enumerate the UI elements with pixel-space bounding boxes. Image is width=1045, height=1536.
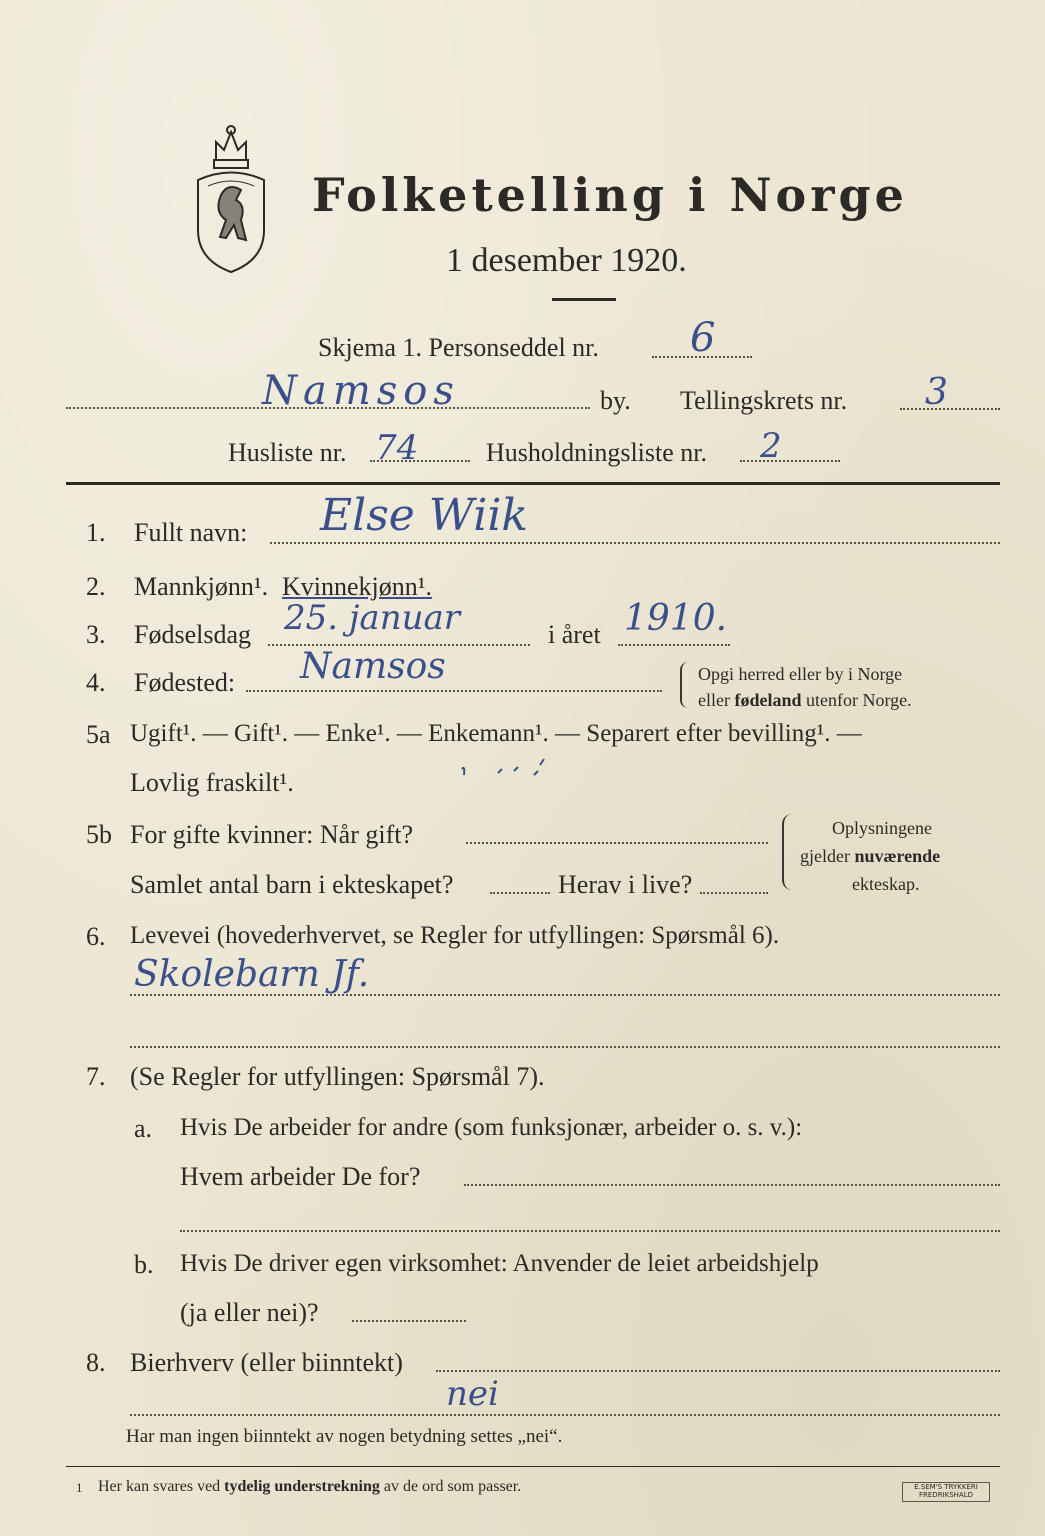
q7b-letter: b.	[134, 1250, 154, 1279]
q5a-options-line2: Lovlig fraskilt¹.	[130, 768, 294, 797]
by-name: Namsos	[262, 368, 460, 414]
by-label: by.	[600, 386, 631, 415]
tellingskrets-number: 3	[925, 372, 948, 413]
q5b-when-married-label: For gifte kvinner: Når gift?	[130, 820, 414, 849]
q6-number: 6.	[86, 922, 106, 951]
q3-number: 3.	[86, 620, 106, 649]
header-rule	[66, 482, 1000, 485]
q1-number: 1.	[86, 518, 106, 547]
husholdning-label: Husholdningsliste nr.	[486, 438, 708, 467]
norwegian-coat-of-arms-icon	[186, 120, 276, 275]
q6-occupation: Skolebarn Jf.	[134, 954, 370, 995]
footnote-text: Her kan svares ved tydelig understrekning av de ord som passer.	[98, 1478, 522, 1495]
q4-note-line2: eller fødeland utenfor Norge.	[698, 690, 912, 710]
q8-note: Har man ingen biinntekt av nogen betydning settes „nei“.	[126, 1426, 563, 1447]
q7b-line2: (ja eller nei)?	[180, 1298, 319, 1327]
q1-full-name: Else Wiik	[320, 490, 529, 541]
q7a-line2: Hvem arbeider De for?	[180, 1162, 421, 1191]
q5a-options-line1: Ugift¹. — Gift¹. — Enke¹. — Enkemann¹. — Separert efter bevilling¹. —	[130, 720, 862, 747]
census-date: 1 desember 1920.	[446, 242, 687, 279]
husliste-number: 74	[375, 428, 419, 468]
q3-year-label: i året	[548, 620, 601, 649]
q2-male-option: Mannkjønn¹.	[134, 572, 269, 601]
q7a-line1: Hvis De arbeider for andre (som funksjonær, arbeider o. s. v.):	[180, 1114, 803, 1141]
q4-number: 4.	[86, 668, 106, 697]
q3-label: Fødselsdag	[134, 620, 251, 649]
q7-label: (Se Regler for utfyllingen: Spørsmål 7).	[130, 1062, 545, 1091]
q5b-note-line2: gjelder nuværende	[800, 846, 941, 866]
q5a-pen-marks	[450, 755, 560, 785]
q2-female-option: Kvinnekjønn¹.	[282, 572, 433, 601]
footnote-mark: 1	[76, 1480, 83, 1495]
q4-label: Fødested:	[134, 668, 236, 697]
title-divider	[552, 298, 616, 301]
form-title: Folketelling i Norge	[312, 168, 908, 222]
q4-note-line1: Opgi herred eller by i Norge	[698, 664, 903, 684]
q2-number: 2.	[86, 572, 106, 601]
q5b-note-line3: ekteskap.	[852, 874, 920, 894]
q6-label: Levevei (hovederhvervet, se Regler for utfyllingen: Spørsmål 6).	[130, 922, 780, 949]
q5b-alive-label: Herav i live?	[558, 870, 693, 899]
footnote-rule	[66, 1466, 1000, 1467]
q3-birth-day: 25. januar	[284, 598, 461, 638]
q5a-number: 5a	[86, 720, 111, 749]
q7a-letter: a.	[134, 1114, 153, 1143]
husliste-label: Husliste nr.	[228, 438, 347, 467]
q8-number: 8.	[86, 1348, 106, 1377]
tellingskrets-label: Tellingskrets nr.	[680, 386, 848, 415]
husholdning-number: 2	[760, 426, 782, 466]
q3-birth-year: 1910.	[624, 598, 728, 639]
q5b-children-label: Samlet antal barn i ekteskapet?	[130, 870, 454, 899]
printer-stamp: E.SEM'S TRYKKERI FREDRIKSHALD	[902, 1482, 990, 1502]
q1-label: Fullt navn:	[134, 518, 248, 547]
skjema-label: Skjema 1. Personseddel nr.	[318, 333, 599, 362]
q5b-number: 5b	[86, 820, 112, 849]
q4-birthplace: Namsos	[300, 646, 446, 687]
q5b-note-line1: Oplysningene	[832, 818, 932, 838]
personseddel-number: 6	[690, 315, 716, 361]
q8-label: Bierhverv (eller biinntekt)	[130, 1348, 403, 1377]
q7b-line1: Hvis De driver egen virksomhet: Anvender de leiet arbeidshjelp	[180, 1250, 819, 1277]
q8-answer: nei	[446, 1374, 499, 1414]
q7-number: 7.	[86, 1062, 106, 1091]
